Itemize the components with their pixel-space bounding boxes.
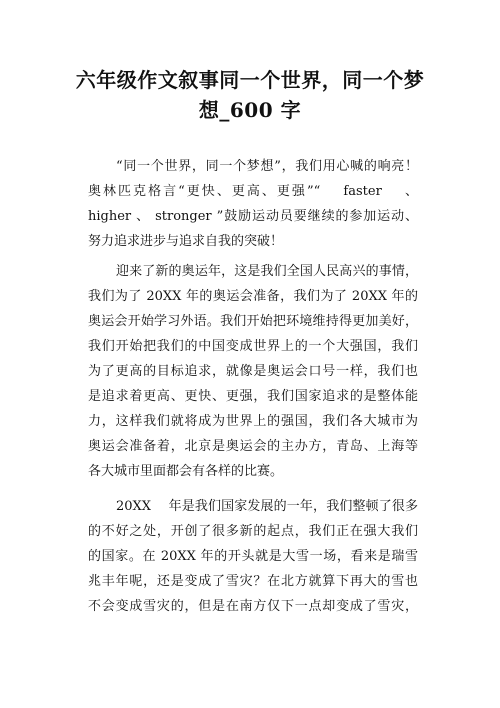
- paragraph-3-line-4: 兆丰年呢，还是变成了雪灾？在北方就算下再大的雪也: [88, 574, 418, 589]
- paragraph-1-line-4: 努力追求进步与追求自我的突破！: [88, 234, 284, 249]
- paragraph-2-line-9: 各大城市里面都会有各样的比赛。: [88, 464, 284, 479]
- paragraph-2-line-8: 奥运会准备着，北京是奥运会的主办方，青岛、上海等: [88, 439, 418, 454]
- paragraph-2-line-4: 我们开始把我们的中国变成世界上的一个大强国，我们: [88, 339, 418, 354]
- paragraph-1-line-1: “同一个世界，同一个梦想”，我们用心喊的响亮！: [116, 159, 418, 174]
- paragraph-2-line-7: 力，这样我们就将成为世界上的强国，我们各大城市为: [88, 414, 418, 429]
- paragraph-2-line-3: 奥运会开始学习外语。我们开始把环境维持得更加美好，: [88, 314, 418, 329]
- paragraph-3-line-1: 20XX 年是我们国家发展的一年，我们整顿了很多: [116, 499, 418, 514]
- paragraph-2-line-5: 为了更高的目标追求，就像是奥运会口号一样，我们也: [88, 364, 418, 379]
- paragraph-1-line-2: 奥林匹克格言“更快、更高、更强”“ faster 、: [88, 184, 418, 199]
- paragraph-2-line-1: 迎来了新的奥运年，这是我们全国人民高兴的事情，: [116, 264, 418, 279]
- paragraph-1-line-3: higher 、 stronger ”鼓励运动员要继续的参加运动、: [88, 209, 418, 224]
- document-title-line-1: 六年级作文叙事同一个世界，同一个梦: [75, 68, 425, 92]
- paragraph-2-line-6: 是追求着更高、更快、更强，我们国家追求的是整体能: [88, 389, 418, 404]
- paragraph-3-line-3: 的国家。在 20XX 年的开头就是大雪一场，看来是瑞雪: [88, 549, 418, 564]
- document-title-line-2: 想_600 字: [198, 98, 302, 122]
- paragraph-3-line-2: 的不好之处，开创了很多新的起点，我们正在强大我们: [88, 524, 418, 539]
- paragraph-2-line-2: 我们为了 20XX 年的奥运会准备，我们为了 20XX 年的: [88, 289, 418, 304]
- paragraph-3-line-5: 不会变成雪灾的，但是在南方仅下一点却变成了雪灾，: [88, 599, 418, 614]
